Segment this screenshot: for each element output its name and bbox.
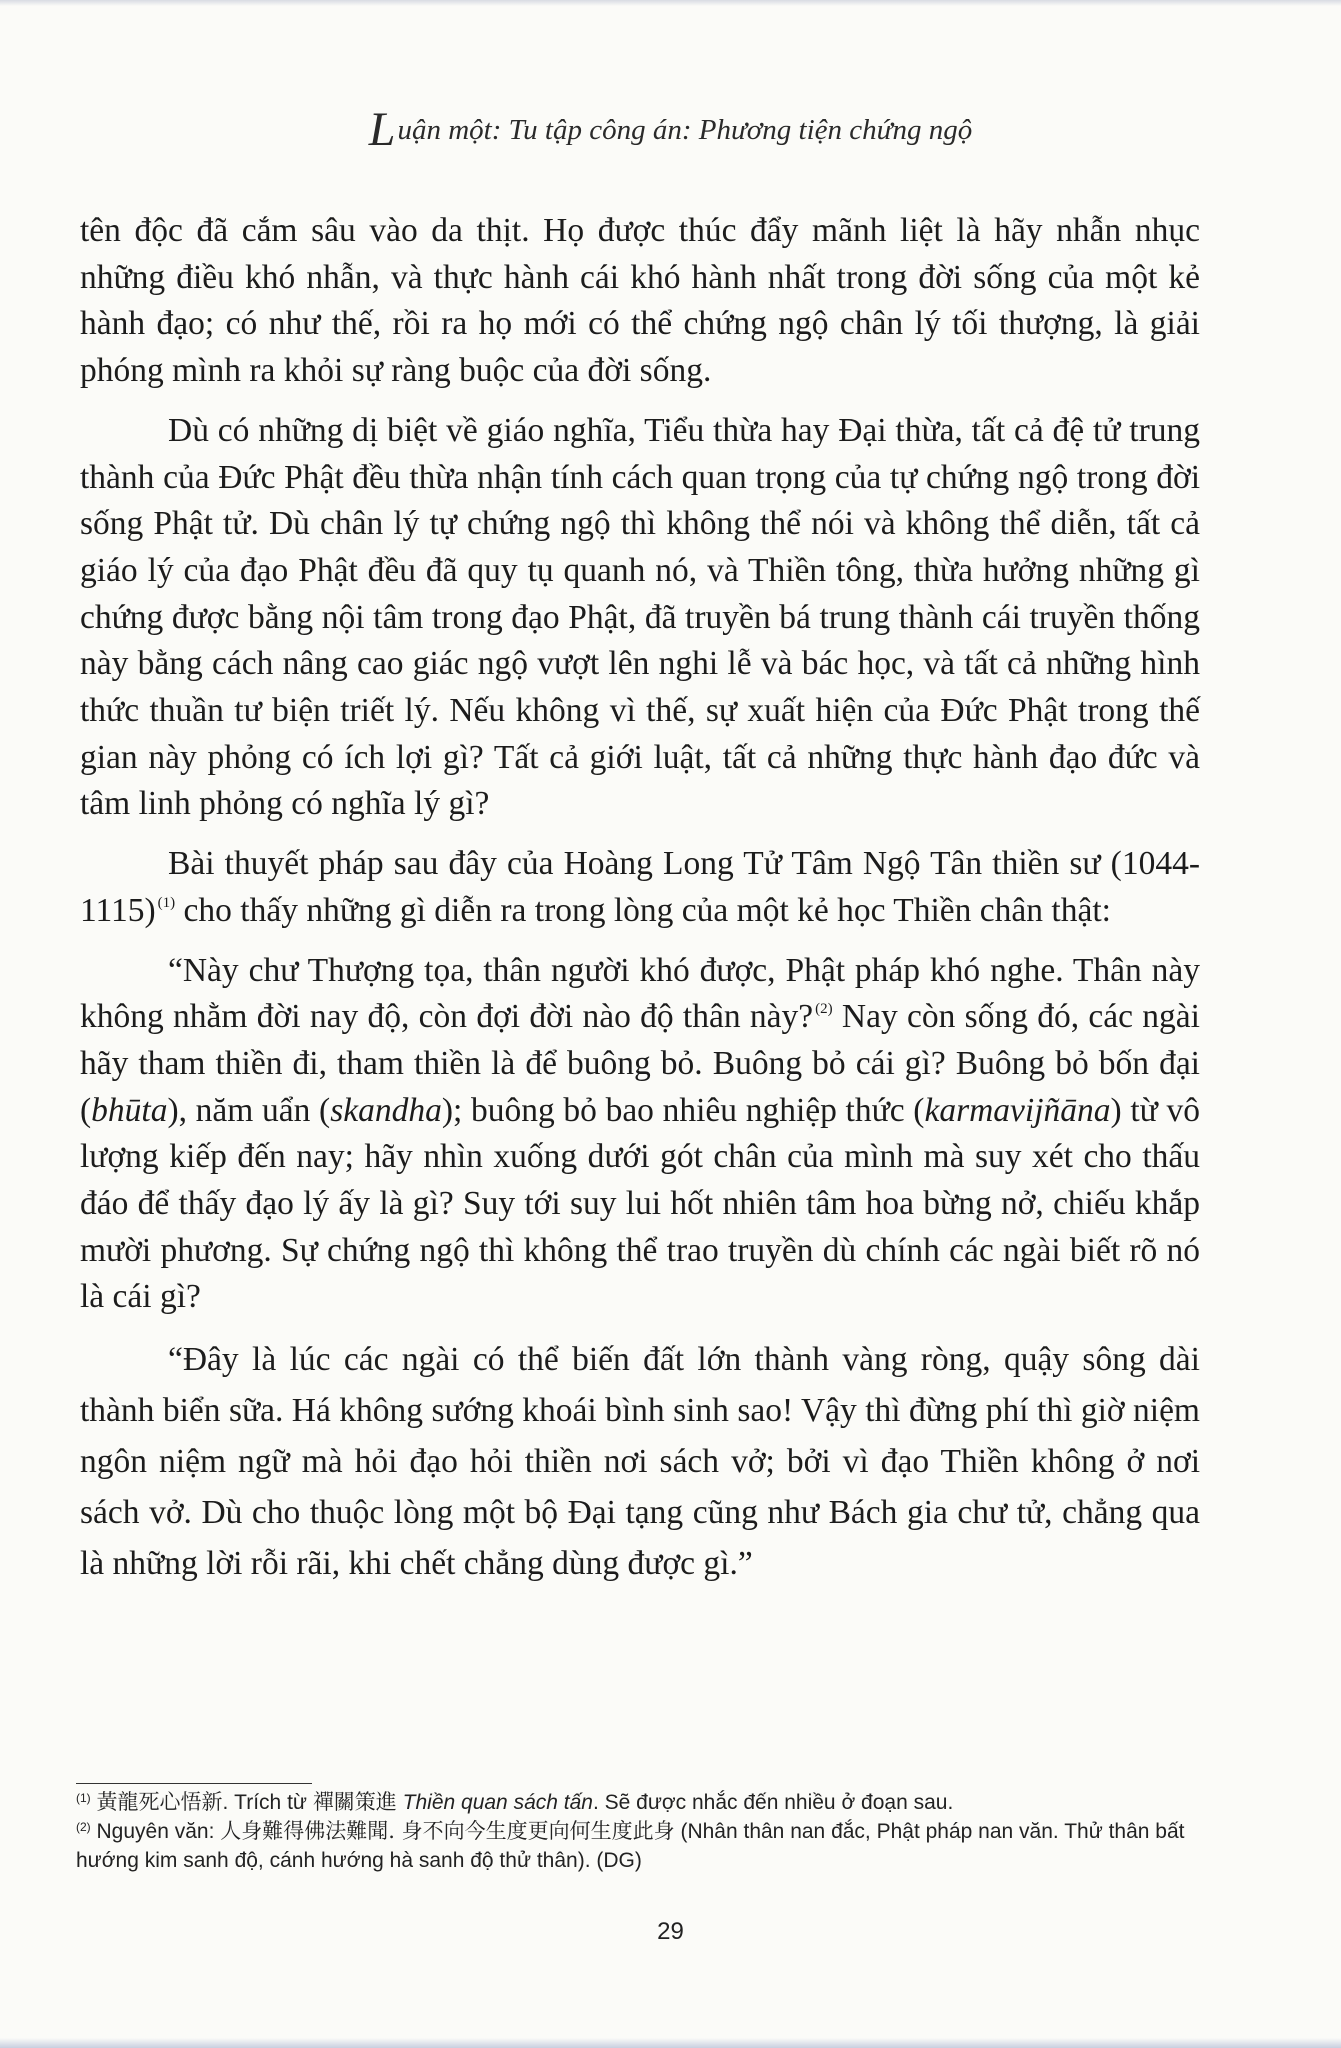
footnote-1-text-a: . Trích từ [222,1791,313,1814]
footnote-2 [76,1817,1206,1875]
quote-text-a: “Này chư Thượng tọa, thân người khó được, Phật pháp khó nghe. Thân này không nhằm đời nay độ, còn đợi đời nào độ thân này? [80,951,1200,1036]
page-bottom-edge [0,2038,1341,2048]
term-skandha: skandha [330,1091,442,1129]
footnote-ref-1: (1) [157,894,176,911]
header-title: uận một: Tu tập công án: Phương tiện chứng ngộ [397,114,973,146]
quote-text-b: Nay còn sống đó, các ngài hãy tham thiền đi, tham thiền là để buông bỏ. Buông bỏ cái gì? Buông bỏ bốn đại ( [80,998,1200,1129]
paragraph-2: Dù có những dị biệt về giáo nghĩa, Tiểu thừa hay Đại thừa, tất cả đệ tử trung thành của Đức Phật đều thừa nhận tính cách quan trọng của tự chứng ngộ trong đời sống Phật tử. Dù chân lý tự chứng ngộ thì không thể nói và không thể diễn, tất cả giáo lý của đạo Phật đều đã quy tụ quanh nó, và Thiền tông, thừa hưởng những gì chứng được bằng nội tâm trong đạo Phật, đã truyền bá trung thành cái truyền thống này bằng cách nâng cao giác ngộ vượt lên nghi lễ và bác học, và tất cả những hình thức thuần tư biện triết lý. Nếu không vì thế, sự xuất hiện của Đức Phật trong thế gian này phỏng có ích lợi gì? Tất cả giới luật, tất cả những thực hành đạo đức và tâm linh phỏng có nghĩa lý gì? [80,411,1200,823]
paragraph-3-text-a: Bài thuyết pháp sau đây của Hoàng Long Tử Tâm Ngộ Tân thiền sư (1044-1115) [80,845,1200,929]
page-number: 29 [657,1918,684,1945]
page-top-edge [0,0,1341,6]
term-bhuta: bhūta [91,1091,168,1129]
quote-text-c: ), năm uẩn ( [167,1091,331,1129]
paragraph-5-quote: “Đây là lúc các ngài có thể biến đất lớn thành vàng ròng, quậy sông dài thành biển sữa. Há không sướng khoái bình sinh sao! Vậy thì đừng phí thì giờ niệm ngôn niệm ngữ mà hỏi đạo hỏi thiền nơi sách vở; bởi vì đạo Thiền không ở nơi sách vở. Dù cho thuộc lòng một bộ Đại tạng cũng như Bách gia chư tử, chẳng qua là những lời rỗi rãi, khi chết chẳng dùng được gì.” [80,1341,1200,1583]
footnote-1-text-b: . Sẽ được nhắc đến nhiều ở đoạn sau. [592,1791,954,1814]
footnote-ref-2: (2) [815,1001,833,1018]
quote-text-d: ); buông bỏ bao nhiêu nghiệp thức ( [441,1091,925,1129]
quote-text-e: ) từ vô lượng kiếp đến nay; hãy nhìn xuống dưới gót chân của mình mà suy xét cho thấu đáo để thấy đạo lý ấy là gì? Suy tới suy lui hốt nhiên tâm hoa bừng nở, chiếu khắp mười phương. Sự chứng ngộ thì không thể trao truyền dù chính các ngài biết rõ nó là cái gì? [80,1091,1200,1316]
paragraph-4-quote [80,948,1200,1322]
running-header [0,103,1341,156]
footnote-2-marker: (2) [76,1820,91,1834]
footnote-2-text-a: Nguyên văn: [90,1820,221,1843]
term-karmavijnana: karmavijñāna [924,1091,1111,1129]
header-drop-letter: L [368,103,396,156]
footnote-1-title: Thiền quan sách tấn [396,1791,593,1814]
footnote-2-text-b: (Nhân thân nan đắc, Phật pháp nan văn. Thử thân bất hướng kim sanh độ, cánh hướng hà sanh độ thử thân). (DG) [76,1820,1185,1872]
footnote-1-hanzi-b: 禪關策進 [312,1790,397,1814]
footnote-1-marker: (1) [76,1791,91,1805]
footnote-2-hanzi: 人身難得佛法難聞. 身不向今生度更向何生度此身 [220,1819,675,1843]
paragraph-3 [80,841,1200,934]
body-text [80,208,1200,1589]
paragraph-1: tên độc đã cắm sâu vào da thịt. Họ được thúc đẩy mãnh liệt là hãy nhẫn nhục những điều khó nhẫn, và thực hành cái khó hành nhất trong đời sống của một kẻ hành đạo; có như thế, rồi ra họ mới có thể chứng ngộ chân lý tối thượng, là giải phóng mình ra khỏi sự ràng buộc của đời sống. [80,212,1200,390]
paragraph-3-text-b: cho thấy những gì diễn ra trong lòng của một kẻ học Thiền chân thật: [175,891,1111,929]
footnote-rule [76,1783,312,1784]
footnote-1 [76,1788,1206,1817]
footnotes [76,1788,1206,1875]
footnote-1-hanzi-a: 黃龍死心悟新 [96,1790,223,1814]
